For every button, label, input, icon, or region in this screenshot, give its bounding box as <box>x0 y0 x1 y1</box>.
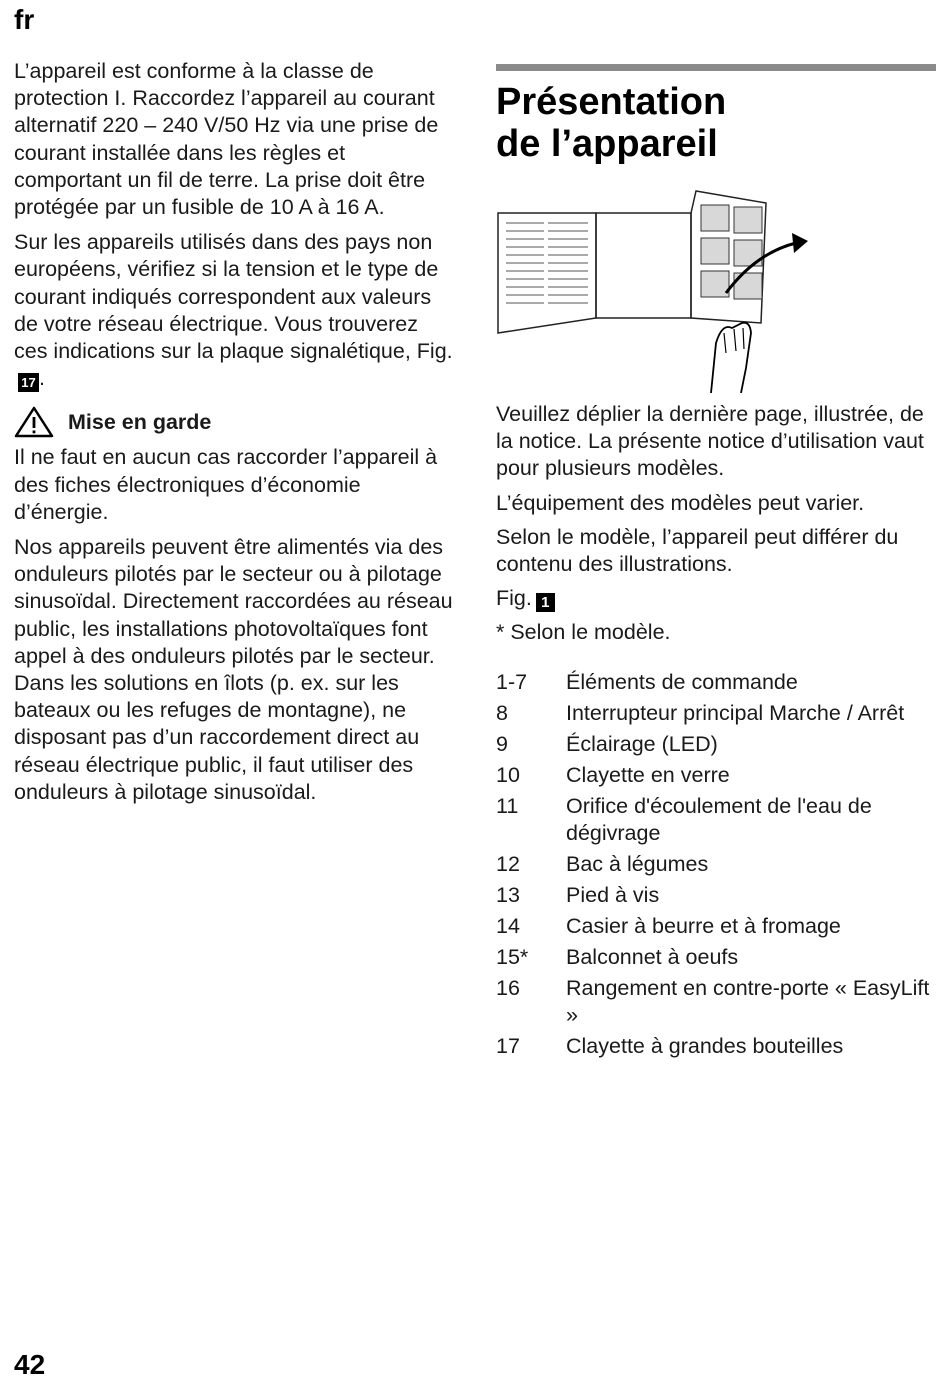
paragraph-inverters: Nos appareils peuvent être alimentés via des onduleurs pilotés par le secteur ou à pilotage sinusoïdal. Directement raccordées au réseau public, les installations photovoltaïques font appel à des onduleurs pilotés par le secteur. Dans les solutions en îlots (p. ex. sur les bateaux ou les refuges de montagne), ne disposant pas d’un raccordement direct au réseau électrique public, il faut utiliser des onduleurs à pilotage sinusoïdal. <box>14 535 453 804</box>
legend-list <box>496 669 936 1061</box>
figure-ref-17: 17 <box>18 373 39 392</box>
legend-item <box>496 669 936 696</box>
legend-text: Éclairage (LED) <box>566 731 718 756</box>
paragraph-non-european <box>14 229 456 392</box>
paragraph-end-dot: . <box>39 366 45 391</box>
legend-text: Éléments de commande <box>566 669 798 694</box>
legend-item <box>496 762 936 789</box>
page-number: 42 <box>14 1349 46 1380</box>
legend-text: Rangement en contre-porte « EasyLift » <box>566 975 930 1028</box>
legend-item <box>496 731 936 758</box>
paragraph-energy-saving: Il ne faut en aucun cas raccorder l’appareil à des fiches électroniques d’économie d’énergie. <box>14 445 438 524</box>
language-code: fr <box>14 4 35 35</box>
right-column <box>496 64 936 1064</box>
legend-text: Casier à beurre et à fromage <box>566 913 841 938</box>
legend-text: Orifice d'écoulement de l'eau de dégivrage <box>566 793 872 845</box>
paragraph-unfold: Veuillez déplier la dernière page, illustrée, de la notice. La présente notice d’utilisation vaut pour plusieurs modèles. <box>496 402 924 481</box>
legend-item <box>496 975 936 1029</box>
legend-item <box>496 913 936 940</box>
section-title <box>496 81 936 165</box>
warning-triangle-icon <box>14 406 54 438</box>
legend-item <box>496 700 936 727</box>
legend-text: Clayette à grandes bouteilles <box>566 1034 844 1059</box>
legend-num: 14 <box>496 913 520 938</box>
legend-num: 1-7 <box>496 669 528 694</box>
legend-item <box>496 1033 936 1060</box>
paragraph-equipment: L’équipement des modèles peut varier. <box>496 490 865 515</box>
paragraph-model-differ: Selon le modèle, l’appareil peut différer du contenu des illustrations. <box>496 524 899 577</box>
legend-num: 15* <box>496 944 529 969</box>
figure-reference <box>496 585 936 612</box>
legend-num: 17 <box>496 1034 520 1059</box>
legend-text: Bac à légumes <box>566 851 709 876</box>
section-rule <box>496 64 936 71</box>
legend-num: 11 <box>496 793 519 818</box>
legend-num: 8 <box>496 700 508 725</box>
model-note: * Selon le modèle. <box>496 620 671 645</box>
legend-text: Pied à vis <box>566 882 660 907</box>
unfold-manual-illustration <box>496 183 826 393</box>
legend-num: 16 <box>496 975 520 1000</box>
legend-num: 13 <box>496 882 520 907</box>
legend-text: Clayette en verre <box>566 762 730 787</box>
paragraph-protection-class: L’appareil est conforme à la classe de protection I. Raccordez l’appareil au courant alternatif 220 – 240 V/50 Hz via une prise de courant installée dans les règles et comportant un fil de terre. La prise doit être protégée par un fusible de 10 A à 16 A. <box>14 59 439 220</box>
legend-text: Interrupteur principal Marche / Arrêt <box>566 700 905 725</box>
legend-item <box>496 851 936 878</box>
left-column <box>14 58 456 814</box>
legend-num: 10 <box>496 762 520 787</box>
legend-item <box>496 793 936 847</box>
legend-text: Balconnet à oeufs <box>566 944 739 969</box>
legend-item <box>496 882 936 909</box>
legend-num: 12 <box>496 851 520 876</box>
warning-heading <box>14 406 456 438</box>
legend-num: 9 <box>496 731 508 756</box>
figure-ref-1: 1 <box>536 593 555 612</box>
legend-item <box>496 944 936 971</box>
paragraph-non-european-text: Sur les appareils utilisés dans des pays non européens, vérifiez si la tension et le type de courant indiqués correspondent aux valeurs de votre réseau électrique. Vous trouverez ces indications sur la plaque signalétique, Fig. <box>14 230 453 364</box>
figure-label: Fig. <box>496 586 532 611</box>
warning-title: Mise en garde <box>68 409 212 434</box>
section-title-line1: Présentation <box>496 81 727 123</box>
section-title-line2: de l’appareil <box>496 123 718 165</box>
